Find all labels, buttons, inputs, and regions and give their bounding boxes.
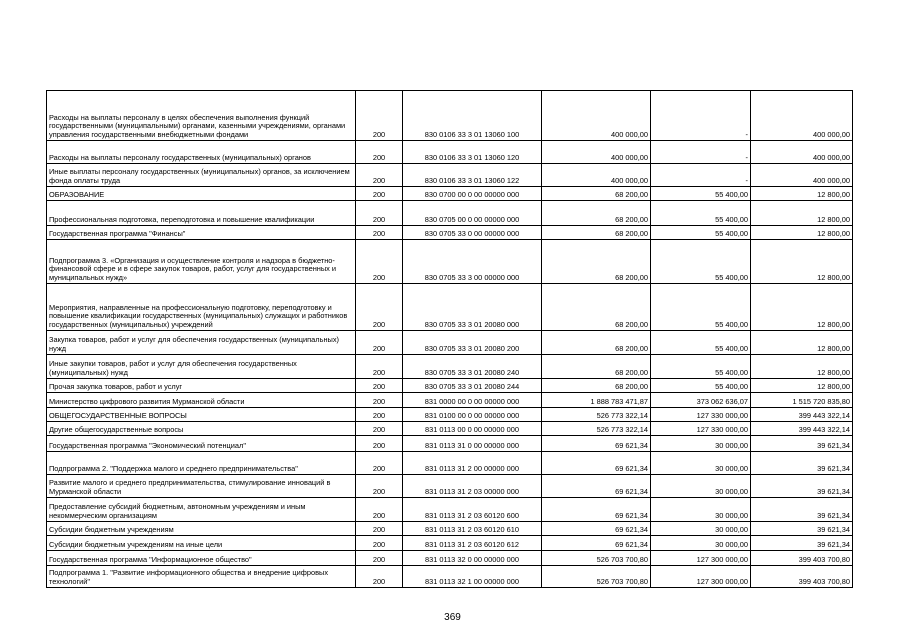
row-code-cell: 830 0705 33 3 01 20080 000 xyxy=(403,284,542,331)
table-row xyxy=(47,566,853,588)
row-amount-1-cell: 68 200,00 xyxy=(542,284,651,331)
row-amount-3-cell: 12 800,00 xyxy=(751,284,853,331)
row-amount-1-cell: 526 703 700,80 xyxy=(542,566,651,588)
budget-table xyxy=(46,90,853,588)
table-row xyxy=(47,408,853,422)
row-rz-cell: 200 xyxy=(356,187,403,201)
row-amount-1-cell: 68 200,00 xyxy=(542,240,651,284)
row-amount-1-cell: 68 200,00 xyxy=(542,201,651,226)
row-amount-3-cell: 39 621,34 xyxy=(751,498,853,522)
row-name-cell: Субсидии бюджетным учреждениям xyxy=(47,522,356,536)
row-code-cell: 831 0113 31 2 03 60120 610 xyxy=(403,522,542,536)
row-rz-cell: 200 xyxy=(356,536,403,551)
row-rz-cell: 200 xyxy=(356,436,403,452)
table-row xyxy=(47,355,853,379)
table-row xyxy=(47,551,853,566)
table-row xyxy=(47,436,853,452)
row-amount-1-cell: 68 200,00 xyxy=(542,226,651,240)
row-amount-1-cell: 526 773 322,14 xyxy=(542,422,651,436)
row-name-cell: Подпрограмма 1. "Развитие информационного общества и внедрение цифровых технологий" xyxy=(47,566,356,588)
row-code-cell: 830 0705 33 3 00 00000 000 xyxy=(403,240,542,284)
budget-table-body xyxy=(47,91,853,588)
row-name-cell: Расходы на выплаты персоналу в целях обеспечения выполнения функций государственными (муниципальными) органами, казенными учреждениями, органами управления государственными внебюджетными фондами xyxy=(47,91,356,141)
row-amount-3-cell: 39 621,34 xyxy=(751,436,853,452)
row-name-cell: Закупка товаров, работ и услуг для обеспечения государственных (муниципальных) нужд xyxy=(47,331,356,355)
row-rz-cell: 200 xyxy=(356,91,403,141)
row-amount-3-cell: 12 800,00 xyxy=(751,187,853,201)
row-amount-3-cell: 39 621,34 xyxy=(751,536,853,551)
table-row xyxy=(47,201,853,226)
table-row xyxy=(47,284,853,331)
row-name-cell: Предоставление субсидий бюджетным, автономным учреждениям и иным некоммерческим организациям xyxy=(47,498,356,522)
row-amount-2-cell: 127 330 000,00 xyxy=(651,408,751,422)
row-amount-1-cell: 526 773 322,14 xyxy=(542,408,651,422)
budget-sheet xyxy=(46,90,854,588)
table-row xyxy=(47,91,853,141)
row-code-cell: 830 0106 33 3 01 13060 120 xyxy=(403,141,542,164)
row-code-cell: 831 0113 00 0 00 00000 000 xyxy=(403,422,542,436)
row-rz-cell: 200 xyxy=(356,551,403,566)
table-row xyxy=(47,393,853,408)
row-code-cell: 831 0113 31 2 00 00000 000 xyxy=(403,452,542,475)
row-name-cell: Министерство цифрового развития Мурманской области xyxy=(47,393,356,408)
row-amount-2-cell: 30 000,00 xyxy=(651,475,751,498)
row-amount-3-cell: 399 443 322,14 xyxy=(751,422,853,436)
row-amount-3-cell: 12 800,00 xyxy=(751,379,853,393)
row-code-cell: 831 0113 32 1 00 00000 000 xyxy=(403,566,542,588)
row-rz-cell: 200 xyxy=(356,201,403,226)
row-rz-cell: 200 xyxy=(356,452,403,475)
row-name-cell: Субсидии бюджетным учреждениям на иные цели xyxy=(47,536,356,551)
row-code-cell: 830 0705 33 0 00 00000 000 xyxy=(403,226,542,240)
row-amount-1-cell: 1 888 783 471,87 xyxy=(542,393,651,408)
row-amount-2-cell: 127 300 000,00 xyxy=(651,566,751,588)
row-amount-3-cell: 400 000,00 xyxy=(751,164,853,187)
row-amount-3-cell: 12 800,00 xyxy=(751,240,853,284)
row-amount-3-cell: 12 800,00 xyxy=(751,226,853,240)
row-name-cell: Другие общегосударственные вопросы xyxy=(47,422,356,436)
row-rz-cell: 200 xyxy=(356,226,403,240)
row-code-cell: 830 0700 00 0 00 00000 000 xyxy=(403,187,542,201)
row-amount-3-cell: 39 621,34 xyxy=(751,475,853,498)
row-amount-1-cell: 400 000,00 xyxy=(542,164,651,187)
row-rz-cell: 200 xyxy=(356,408,403,422)
table-row xyxy=(47,141,853,164)
row-amount-1-cell: 69 621,34 xyxy=(542,475,651,498)
row-name-cell: Прочая закупка товаров, работ и услуг xyxy=(47,379,356,393)
row-rz-cell: 200 xyxy=(356,422,403,436)
row-name-cell: Иные выплаты персоналу государственных (муниципальных) органов, за исключением фонда оплаты труда xyxy=(47,164,356,187)
row-amount-1-cell: 69 621,34 xyxy=(542,536,651,551)
row-amount-2-cell: 30 000,00 xyxy=(651,498,751,522)
table-row xyxy=(47,379,853,393)
row-code-cell: 831 0113 32 0 00 00000 000 xyxy=(403,551,542,566)
row-amount-2-cell: 55 400,00 xyxy=(651,187,751,201)
row-name-cell: Государственная программа "Экономический потенциал" xyxy=(47,436,356,452)
row-rz-cell: 200 xyxy=(356,475,403,498)
table-row xyxy=(47,240,853,284)
row-amount-3-cell: 1 515 720 835,80 xyxy=(751,393,853,408)
row-amount-2-cell: - xyxy=(651,91,751,141)
row-rz-cell: 200 xyxy=(356,164,403,187)
row-amount-2-cell: 373 062 636,07 xyxy=(651,393,751,408)
row-rz-cell: 200 xyxy=(356,566,403,588)
row-code-cell: 831 0000 00 0 00 00000 000 xyxy=(403,393,542,408)
row-name-cell: ОБРАЗОВАНИЕ xyxy=(47,187,356,201)
row-rz-cell: 200 xyxy=(356,522,403,536)
table-row xyxy=(47,331,853,355)
row-amount-2-cell: 127 330 000,00 xyxy=(651,422,751,436)
table-row xyxy=(47,522,853,536)
table-row xyxy=(47,422,853,436)
table-row xyxy=(47,187,853,201)
row-code-cell: 830 0705 33 3 01 20080 244 xyxy=(403,379,542,393)
row-amount-2-cell: 55 400,00 xyxy=(651,240,751,284)
row-amount-1-cell: 69 621,34 xyxy=(542,522,651,536)
row-code-cell: 830 0705 00 0 00 00000 000 xyxy=(403,201,542,226)
row-amount-1-cell: 400 000,00 xyxy=(542,141,651,164)
row-name-cell: Подпрограмма 2. "Поддержка малого и среднего предпринимательства" xyxy=(47,452,356,475)
table-row xyxy=(47,498,853,522)
row-amount-1-cell: 68 200,00 xyxy=(542,187,651,201)
row-amount-1-cell: 68 200,00 xyxy=(542,379,651,393)
row-code-cell: 830 0705 33 3 01 20080 200 xyxy=(403,331,542,355)
row-amount-2-cell: 55 400,00 xyxy=(651,226,751,240)
table-row xyxy=(47,536,853,551)
row-code-cell: 831 0113 31 2 03 60120 612 xyxy=(403,536,542,551)
row-name-cell: Государственная программа "Финансы" xyxy=(47,226,356,240)
row-amount-3-cell: 39 621,34 xyxy=(751,452,853,475)
row-rz-cell: 200 xyxy=(356,379,403,393)
row-amount-1-cell: 526 703 700,80 xyxy=(542,551,651,566)
row-amount-2-cell: 55 400,00 xyxy=(651,201,751,226)
row-amount-3-cell: 12 800,00 xyxy=(751,201,853,226)
table-row xyxy=(47,475,853,498)
row-code-cell: 830 0106 33 3 01 13060 100 xyxy=(403,91,542,141)
row-rz-cell: 200 xyxy=(356,284,403,331)
row-amount-2-cell: 55 400,00 xyxy=(651,355,751,379)
row-name-cell: Подпрограмма 3. «Организация и осуществление контроля и надзора в бюджетно-финансовой сфере и в сфере закупок товаров, работ, услуг для государственных и муниципальных нужд» xyxy=(47,240,356,284)
row-rz-cell: 200 xyxy=(356,498,403,522)
row-name-cell: Профессиональная подготовка, переподготовка и повышение квалификации xyxy=(47,201,356,226)
row-amount-3-cell: 39 621,34 xyxy=(751,522,853,536)
row-rz-cell: 200 xyxy=(356,331,403,355)
row-amount-1-cell: 68 200,00 xyxy=(542,331,651,355)
table-row xyxy=(47,452,853,475)
row-amount-2-cell: 30 000,00 xyxy=(651,536,751,551)
row-amount-3-cell: 399 403 700,80 xyxy=(751,566,853,588)
row-name-cell: ОБЩЕГОСУДАРСТВЕННЫЕ ВОПРОСЫ xyxy=(47,408,356,422)
row-amount-2-cell: 127 300 000,00 xyxy=(651,551,751,566)
table-row xyxy=(47,164,853,187)
row-amount-2-cell: 30 000,00 xyxy=(651,452,751,475)
row-amount-3-cell: 399 403 700,80 xyxy=(751,551,853,566)
row-amount-2-cell: 55 400,00 xyxy=(651,331,751,355)
row-amount-1-cell: 69 621,34 xyxy=(542,452,651,475)
row-rz-cell: 200 xyxy=(356,393,403,408)
row-code-cell: 831 0100 00 0 00 00000 000 xyxy=(403,408,542,422)
row-name-cell: Государственная программа "Информационное общество" xyxy=(47,551,356,566)
row-amount-2-cell: 55 400,00 xyxy=(651,284,751,331)
row-amount-1-cell: 400 000,00 xyxy=(542,91,651,141)
row-rz-cell: 200 xyxy=(356,240,403,284)
row-name-cell: Иные закупки товаров, работ и услуг для обеспечения государственных (муниципальных) нужд xyxy=(47,355,356,379)
row-amount-1-cell: 69 621,34 xyxy=(542,436,651,452)
row-amount-1-cell: 69 621,34 xyxy=(542,498,651,522)
row-name-cell: Мероприятия, направленные на профессиональную подготовку, переподготовку и повышение квалификации государственных (муниципальных) служащих и работников государственных (муниципальных) учреждений xyxy=(47,284,356,331)
row-amount-2-cell: 30 000,00 xyxy=(651,522,751,536)
row-name-cell: Развитие малого и среднего предпринимательства, стимулирование инноваций в Мурманской области xyxy=(47,475,356,498)
row-amount-3-cell: 400 000,00 xyxy=(751,141,853,164)
row-amount-2-cell: 55 400,00 xyxy=(651,379,751,393)
row-amount-3-cell: 12 800,00 xyxy=(751,355,853,379)
row-amount-2-cell: - xyxy=(651,141,751,164)
row-code-cell: 831 0113 31 0 00 00000 000 xyxy=(403,436,542,452)
row-amount-3-cell: 400 000,00 xyxy=(751,91,853,141)
row-code-cell: 830 0705 33 3 01 20080 240 xyxy=(403,355,542,379)
row-rz-cell: 200 xyxy=(356,355,403,379)
row-amount-1-cell: 68 200,00 xyxy=(542,355,651,379)
row-code-cell: 831 0113 31 2 03 00000 000 xyxy=(403,475,542,498)
row-amount-3-cell: 399 443 322,14 xyxy=(751,408,853,422)
table-row xyxy=(47,226,853,240)
row-amount-2-cell: - xyxy=(651,164,751,187)
row-code-cell: 830 0106 33 3 01 13060 122 xyxy=(403,164,542,187)
row-rz-cell: 200 xyxy=(356,141,403,164)
row-amount-3-cell: 12 800,00 xyxy=(751,331,853,355)
page-number: 369 xyxy=(444,612,461,623)
row-name-cell: Расходы на выплаты персоналу государственных (муниципальных) органов xyxy=(47,141,356,164)
row-amount-2-cell: 30 000,00 xyxy=(651,436,751,452)
row-code-cell: 831 0113 31 2 03 60120 600 xyxy=(403,498,542,522)
